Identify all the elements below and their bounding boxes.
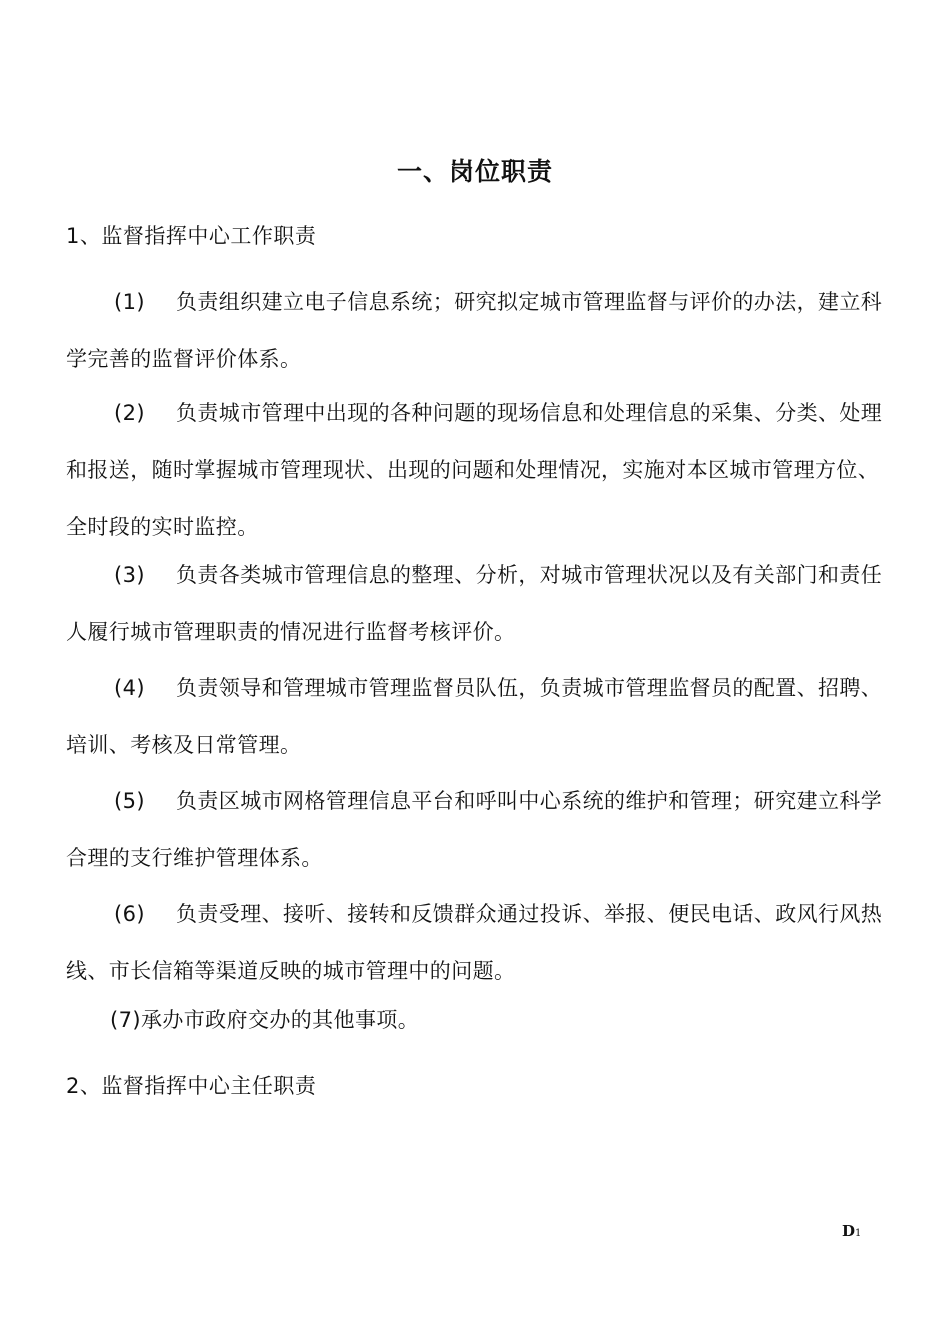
item-text: 负责领导和管理城市管理监督员队伍，负责城市管理监督员的配置、招聘、培训、考核及日常管理。 — [66, 676, 883, 757]
page-title: 一、岗位职责 — [396, 157, 553, 186]
item-number: (7) — [110, 1008, 141, 1032]
item-number: (2) — [114, 401, 145, 425]
item-number: (5) — [114, 789, 145, 813]
item-number: (1) — [114, 290, 145, 314]
item-text: 承办市政府交办的其他事项。 — [140, 1008, 420, 1032]
section-heading-2: 2、监督指挥中心主任职责 — [66, 1074, 317, 1098]
duty-item-2 — [66, 385, 896, 556]
item-text: 负责各类城市管理信息的整理、分析，对城市管理状况以及有关部门和责任人履行城市管理职责的情况进行监督考核评价。 — [66, 563, 883, 644]
duty-item-6 — [66, 886, 896, 1000]
duty-item-7 — [66, 992, 896, 1049]
item-text: 负责组织建立电子信息系统；研究拟定城市管理监督与评价的办法，建立科学完善的监督评价体系。 — [66, 290, 883, 371]
item-number: (6) — [114, 902, 145, 926]
duty-item-3 — [66, 547, 896, 661]
page-number: 1 — [855, 1228, 862, 1239]
duty-item-1 — [66, 274, 896, 388]
item-number: (3) — [114, 563, 145, 587]
duty-item-5 — [66, 773, 896, 887]
item-text: 负责城市管理中出现的各种问题的现场信息和处理信息的采集、分类、处理和报送，随时掌握城市管理现状、出现的问题和处理情况，实施对本区城市管理方位、全时段的实时监控。 — [66, 401, 883, 539]
item-text: 负责区城市网格管理信息平台和呼叫中心系统的维护和管理；研究建立科学合理的支行维护管理体系。 — [66, 789, 883, 870]
item-text: 负责受理、接听、接转和反馈群众通过投诉、举报、便民电话、政风行风热线、市长信箱等渠道反映的城市管理中的问题。 — [66, 902, 883, 983]
duty-item-4 — [66, 660, 896, 774]
footer-letter: D — [842, 1222, 856, 1240]
section-heading-1: 1、监督指挥中心工作职责 — [66, 224, 317, 248]
item-number: (4) — [114, 676, 145, 700]
page-footer-mark — [842, 1222, 861, 1240]
